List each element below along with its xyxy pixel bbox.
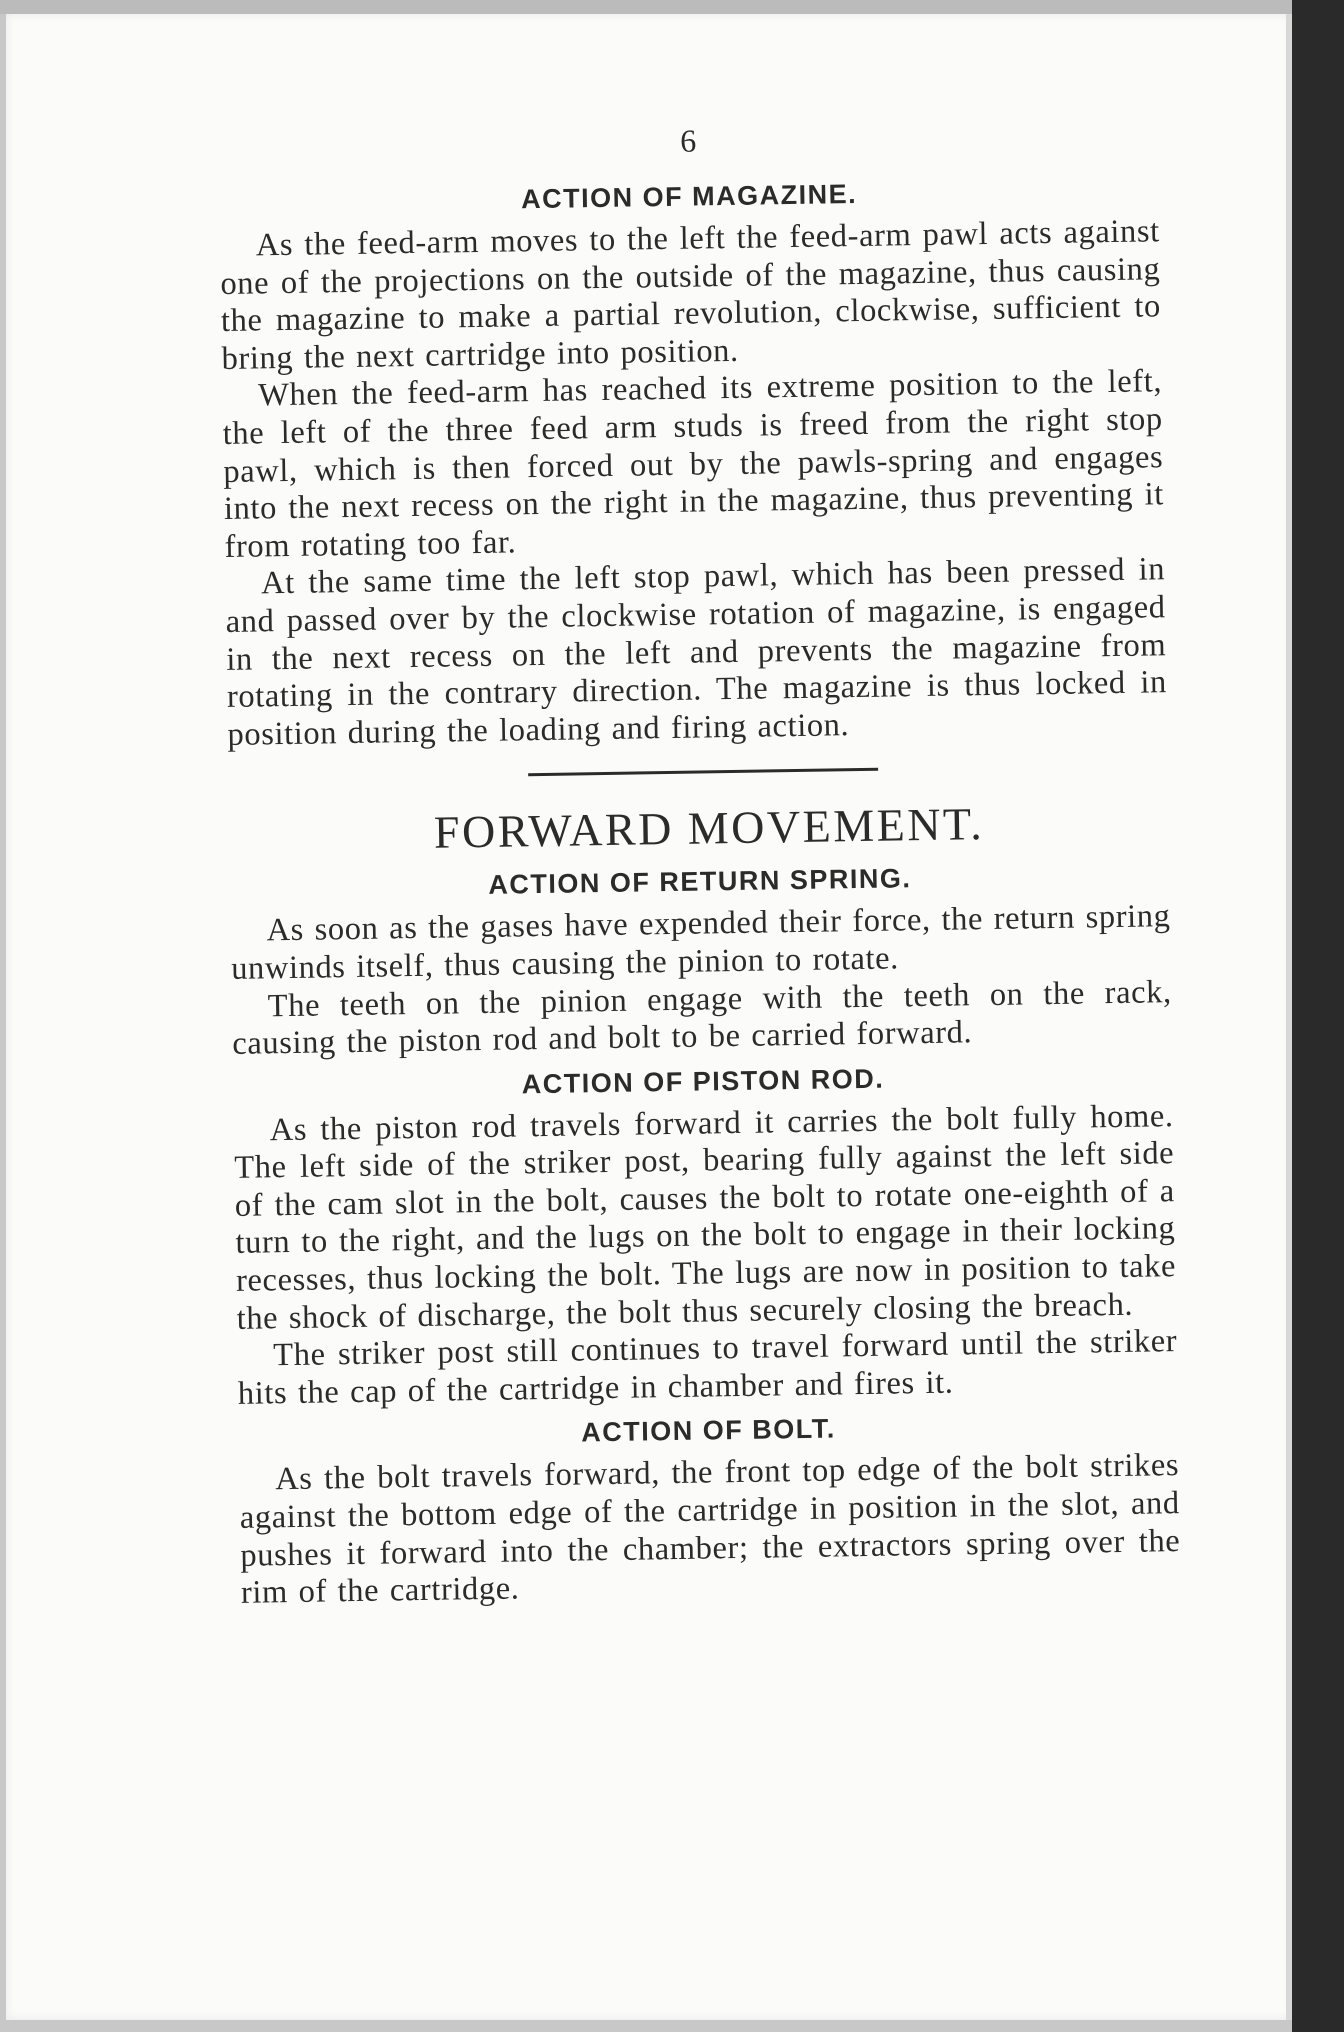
paragraph: As the bolt travels forward, the front top edge of the bolt strikes against the bottom edge of the cartridge in position in the slot, and pushes it forward into the chamber; the extractors spring over the rim of the cartridge. xyxy=(239,1447,1181,1612)
scan-top-border xyxy=(0,0,1344,14)
paragraph: At the same time the left stop pawl, which has been pressed in and passed over by the clockwise rotation of magazine, is engaged in the next recess on the left and prevents the magazine from rotating in the contrary direction. The magazine is thus locked in position during the loading and firing action. xyxy=(225,551,1168,753)
heading-action-of-magazine: ACTION OF MAGAZINE. xyxy=(520,178,858,215)
paragraph: As the feed-arm moves to the left the feed-arm pawl acts against one of the projections on the outside of the magazine, thus causing the magazine to make a partial revolution, clockwise, sufficient to bring the next cartridge into position. xyxy=(220,213,1162,377)
paragraph: When the feed-arm has reached its extreme position to the left, the left of the three feed arm studs is freed from the right stop pawl, which is then forced out by the pawls-spring and engages into the next recess on the right in the magazine, thus preventing it from rotating too far. xyxy=(222,363,1165,565)
paragraph: The striker post still continues to travel forward until the striker hits the cap of the cartridge in chamber and fires it. xyxy=(237,1323,1178,1412)
page-number: 6 xyxy=(679,122,697,159)
heading-action-of-piston-rod: ACTION OF PISTON ROD. xyxy=(521,1063,885,1100)
book-spine xyxy=(1292,0,1344,2032)
heading-action-of-bolt: ACTION OF BOLT. xyxy=(581,1413,836,1448)
paragraph: The teeth on the pinion engage with the teeth on the rack, causing the piston rod and bolt to be carried forward. xyxy=(232,973,1172,1062)
section-divider xyxy=(528,768,878,776)
paragraph: As the piston rod travels forward it carries the bolt fully home. The left side of the striker post, bearing fully against the left side of the cam slot in the bolt, causes the bolt to rotate one-eighth of a turn to the right, and the lugs on the bolt to engage in their locking recesses, thus locking the bolt. The lugs are now in position to take the shock of discharge, the bolt thus securely closing the breach. xyxy=(234,1097,1177,1337)
page-text-block xyxy=(218,114,1241,1612)
title-forward-movement: FORWARD MOVEMENT. xyxy=(433,798,985,859)
paragraph: As soon as the gases have expended their force, the return spring unwinds itself, thus causing the pinion to rotate. xyxy=(230,898,1171,987)
heading-action-of-return-spring: ACTION OF RETURN SPRING. xyxy=(488,863,912,901)
